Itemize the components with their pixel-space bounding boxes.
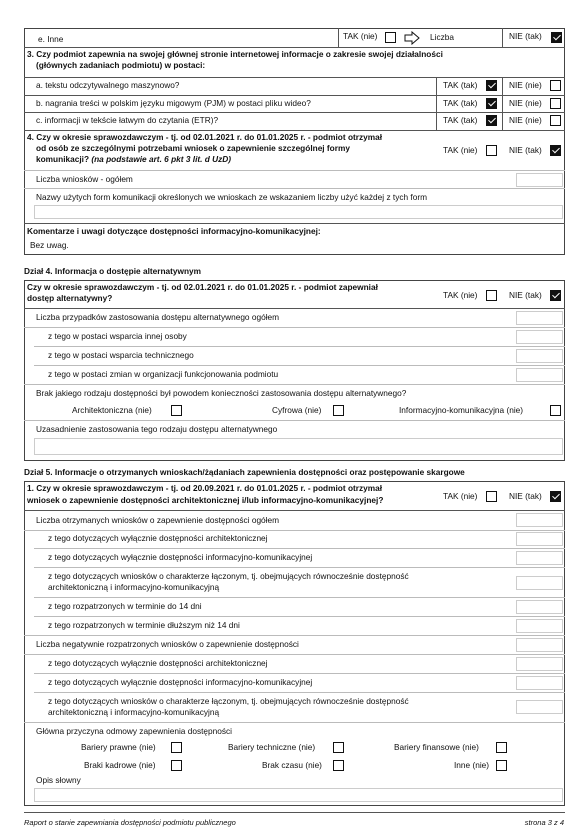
s4-info: Informacyjno-komunikacyjna (nie) — [399, 405, 524, 415]
q4-nie-tak: NIE (tak) — [509, 145, 542, 155]
s4-tak-nie: TAK (nie) — [443, 290, 478, 300]
s5-bc: Brak czasu (nie) — [262, 760, 322, 770]
section-4-title: Dział 4. Informacja o dostępie alternatywnym — [24, 266, 202, 276]
e-tak-nie: TAK (nie) — [343, 31, 378, 41]
s5-q1: 1. Czy w okresie sprawozdawczym - tj. od 20.09.2021 r. do 01.01.2025 r. - podmiot otrzymał — [27, 483, 383, 493]
s4-q1-2: dostęp alternatywny? — [27, 293, 113, 303]
s4-r4-input[interactable] — [516, 368, 563, 382]
s5-tak-checkbox[interactable] — [486, 491, 497, 502]
q4-nazwy-input[interactable] — [34, 205, 563, 219]
s5-r8: z tego dotyczących wyłącznie dostępności architektonicznej — [48, 658, 268, 668]
s5-r10: z tego dotyczących wniosków o charakterze łączonym, tj. obejmujących równocześnie dostępność — [48, 696, 409, 706]
s5-r7-input[interactable] — [516, 638, 563, 652]
s5-r3: z tego dotyczących wyłącznie dostępności informacyjno-komunikacyjnej — [48, 552, 313, 562]
s4-r1: Liczba przypadków zastosowania dostępu alternatywnego ogółem — [36, 312, 280, 322]
q3-c-nie: NIE (nie) — [509, 115, 542, 125]
s5-r5-input[interactable] — [516, 600, 563, 614]
s5-bk: Braki kadrowe (nie) — [84, 760, 156, 770]
s5-r10-input[interactable] — [516, 700, 563, 714]
q3-a-nie-checkbox[interactable] — [550, 80, 561, 91]
q4-nie-checkbox[interactable] — [550, 145, 561, 156]
s5-r3-input[interactable] — [516, 551, 563, 565]
s4-nie-tak: NIE (tak) — [509, 290, 542, 300]
e-nie-tak: NIE (tak) — [509, 31, 542, 41]
s4-uzas: Uzasadnienie zastosowania tego rodzaju dostępu alternatywnego — [36, 424, 278, 434]
s4-cyfr-checkbox[interactable] — [333, 405, 344, 416]
s5-bp-checkbox[interactable] — [171, 742, 182, 753]
q3-c-nie-checkbox[interactable] — [550, 115, 561, 126]
q3-b-nie-checkbox[interactable] — [550, 98, 561, 109]
s5-bp: Bariery prawne (nie) — [81, 742, 156, 752]
s5-nie-checkbox[interactable] — [550, 491, 561, 502]
q3-b-tak-checkbox[interactable] — [486, 98, 497, 109]
s5-r7: Liczba negatywnie rozpatrzonych wniosków o zapewnienie dostępności — [36, 639, 299, 649]
s5-r10-2: architektoniczną i informacyjno-komunikacyjną — [48, 707, 220, 717]
q3-a-label: a. tekstu odczytywalnego maszynowo? — [36, 80, 180, 90]
s4-tak-checkbox[interactable] — [486, 290, 497, 301]
s5-bt: Bariery techniczne (nie) — [228, 742, 316, 752]
komentarze-label: Komentarze i uwagi dotyczące dostępności informacyjno-komunikacyjnej: — [27, 226, 321, 236]
s5-bt-checkbox[interactable] — [333, 742, 344, 753]
q4-nazwy-form: Nazwy użytych form komunikacji określonych we wnioskach ze wskazaniem liczby użyć każdej z tych form — [36, 192, 428, 202]
q4-tak-checkbox[interactable] — [486, 145, 497, 156]
s5-r6: z tego rozpatrzonych w terminie dłuższym niż 14 dni — [48, 620, 240, 630]
s4-arch-checkbox[interactable] — [171, 405, 182, 416]
s5-opis: Opis słowny — [36, 775, 81, 785]
s5-opis-input[interactable] — [34, 788, 563, 802]
e-nie-checkbox[interactable] — [551, 32, 562, 43]
s5-bf-checkbox[interactable] — [496, 742, 507, 753]
s4-nie-checkbox[interactable] — [550, 290, 561, 301]
q3-a-tak: TAK (tak) — [443, 80, 478, 90]
s5-r8-input[interactable] — [516, 657, 563, 671]
q3-a-nie: NIE (nie) — [509, 80, 542, 90]
s5-tak-nie: TAK (nie) — [443, 491, 478, 501]
s4-cyfr: Cyfrowa (nie) — [272, 405, 322, 415]
s5-inne-checkbox[interactable] — [496, 760, 507, 771]
q4-title: 4. Czy w okresie sprawozdawczym - tj. od 02.01.2021 r. do 01.01.2025 r. - podmiot otrzymał — [27, 132, 383, 142]
q4-title-3: komunikacji? (na podstawie art. 6 pkt 3 lit. d UzD) — [36, 154, 232, 164]
s5-q1-2: wniosek o zapewnienie dostępności architektonicznej i/lub informacyjno-komunikacyjnej? — [27, 495, 384, 505]
s5-r5: z tego rozpatrzonych w terminie do 14 dni — [48, 601, 202, 611]
q3-title-2: (głównych zadaniach podmiotu) w postaci: — [36, 60, 206, 70]
q3-c-tak: TAK (tak) — [443, 115, 478, 125]
footer-left: Raport o stanie zapewniania dostępności podmiotu publicznego — [24, 818, 236, 827]
q3-b-nie: NIE (nie) — [509, 98, 542, 108]
s5-glowna: Główna przyczyna odmowy zapewnienia dostępności — [36, 726, 233, 736]
q3-c-label: c. informacji w tekście łatwym do czytania (ETR)? — [36, 115, 219, 125]
s4-r2-input[interactable] — [516, 330, 563, 344]
q3-a-tak-checkbox[interactable] — [486, 80, 497, 91]
s5-r2: z tego dotyczących wyłącznie dostępności architektonicznej — [48, 533, 268, 543]
q3-b-label: b. nagrania treści w polskim języku migowym (PJM) w postaci pliku wideo? — [36, 98, 311, 108]
s5-r4-input[interactable] — [516, 576, 563, 590]
s5-bc-checkbox[interactable] — [333, 760, 344, 771]
arrow-right-icon — [404, 31, 420, 45]
s5-bf: Bariery finansowe (nie) — [394, 742, 479, 752]
s5-r4: z tego dotyczących wniosków o charakterze łączonym, tj. obejmujących równocześnie dostępność — [48, 571, 409, 581]
q3-b-tak: TAK (tak) — [443, 98, 478, 108]
s5-bk-checkbox[interactable] — [171, 760, 182, 771]
footer-page-number: strona 3 z 4 — [524, 818, 564, 827]
s5-r9-input[interactable] — [516, 676, 563, 690]
section-5-title: Dział 5. Informacje o otrzymanych wnioskach/żądaniach zapewnienia dostępności oraz postępowanie skargowe — [24, 467, 465, 477]
s5-nie-tak: NIE (tak) — [509, 491, 542, 501]
s5-r4-2: architektoniczną i informacyjno-komunikacyjną — [48, 582, 220, 592]
q4-liczba-input[interactable] — [516, 173, 563, 187]
s4-r2: z tego w postaci wsparcia innej osoby — [48, 331, 187, 341]
s5-r2-input[interactable] — [516, 532, 563, 546]
s5-inne: Inne (nie) — [454, 760, 490, 770]
s5-r1: Liczba otrzymanych wniosków o zapewnienie dostępności ogółem — [36, 515, 280, 525]
s5-r1-input[interactable] — [516, 513, 563, 527]
q4-title-2: od osób ze szczególnymi potrzebami wniosek o zapewnienie szczególnej formy — [36, 143, 350, 153]
s4-r1-input[interactable] — [516, 311, 563, 325]
s4-info-checkbox[interactable] — [550, 405, 561, 416]
q3-c-tak-checkbox[interactable] — [486, 115, 497, 126]
e-tak-checkbox[interactable] — [385, 32, 396, 43]
s4-r3: z tego w postaci wsparcia technicznego — [48, 350, 194, 360]
s4-brak: Brak jakiego rodzaju dostępności był powodem konieczności zastosowania dostępu alternatywnego? — [36, 388, 407, 398]
e-liczba: Liczba — [430, 32, 454, 42]
s5-r6-input[interactable] — [516, 619, 563, 633]
s4-uzas-input[interactable] — [34, 438, 563, 455]
q3-title: 3. Czy podmiot zapewnia na swojej głównej stronie internetowej informacje o zakresie swojej działalności — [27, 49, 443, 59]
row-e-label: e. Inne — [38, 34, 64, 44]
s4-r4: z tego w postaci zmian w organizacji funkcjonowania podmiotu — [48, 369, 279, 379]
s4-arch: Architektoniczna (nie) — [72, 405, 152, 415]
s5-r9: z tego dotyczących wyłącznie dostępności informacyjno-komunikacyjnej — [48, 677, 313, 687]
s4-q1: Czy w okresie sprawozdawczym - tj. od 02.01.2021 r. do 01.01.2025 r. - podmiot zapewniał — [27, 282, 378, 292]
s4-r3-input[interactable] — [516, 349, 563, 363]
q4-liczba-wnioskow: Liczba wniosków - ogółem — [36, 174, 133, 184]
komentarze-value: Bez uwag. — [30, 240, 69, 250]
q4-tak-nie: TAK (nie) — [443, 145, 478, 155]
